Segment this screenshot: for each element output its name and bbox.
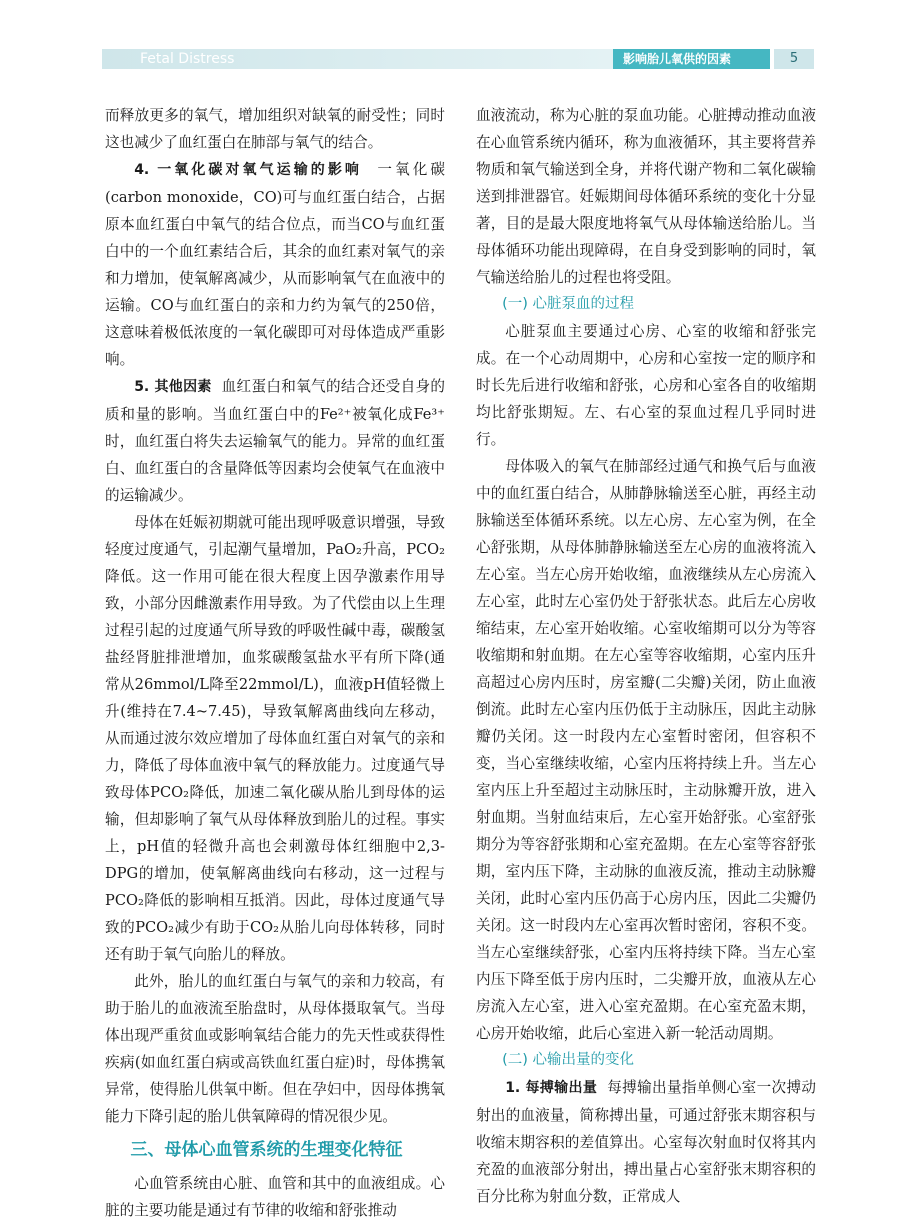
paragraph: 母体吸入的氧气在肺部经过通气和换气后与血液中的血红蛋白结合，从肺静脉输送至心脏，再经主动脉输送至体循环系统。以左心房、左心室为例，在全心舒张期，从母体肺静脉输送至左心房的血液将流入左心室。当左心房开始收缩，血液继续从左心房流入左心室，此时左心室仍处于舒张状态。此后左心房收缩结束，左心室开始收缩。心室收缩期可以分为等容收缩期和射血期。在左心室等容收缩期，心室内压升高超过心房内压时，房室瓣(二尖瓣)关闭，防止血液倒流。此时左心室内压仍低于主动脉压，因此主动脉瓣仍关闭。这一时段内左心室暂时密闭，但容积不变，当心室继续收缩，心室内压将持续上升。当左心室内压上升至超过主动脉压时，主动脉瓣开放，进入射血期。当射血结束后，左心室开始舒张。心室舒张期分为等容舒张期和心室充盈期。在左心室等容舒张期，室内压下降，主动脉的血液反流，推动主动脉瓣关闭，此时心室内压仍高于心房内压，因此二尖瓣仍关闭。这一时段内左心室再次暂时密闭，容积不变。当左心室继续舒张，心室内压将持续下降。当左心室内压下降至低于房内压时，二尖瓣开放，血液从左心房流入左心室，进入心室充盈期。在心室充盈末期，心房开始收缩，此后心室进入新一轮活动周期。 xyxy=(476,458,816,1042)
header-left-band xyxy=(102,49,613,69)
right-column xyxy=(476,102,816,1210)
item-heading: 4. 一氧化碳对氧气运输的影响 xyxy=(134,162,362,178)
section-title: 三、母体心血管系统的生理变化特征 xyxy=(130,1140,403,1160)
subsection-title: (二) 心输出量的变化 xyxy=(502,1052,635,1068)
paragraph xyxy=(476,1074,816,1210)
paragraph-text: 每搏输出量指单侧心室一次搏动射出的血液量，简称搏出量，可通过舒张末期容积与收缩末期容积的差值算出。心室每次射血时仅将其内充盈的血液部分射出，搏出量占心室舒张末期容积的百分比称为射血分数，正常成人 xyxy=(476,1079,816,1205)
paragraph: 母体在妊娠初期就可能出现呼吸意识增强，导致轻度过度通气，引起潮气量增加，PaO₂升高，PCO₂降低。这一作用可能在很大程度上因孕激素作用导致，小部分因雌激素作用导致。为了代偿由以上生理过程引起的过度通气所导致的呼吸性碱中毒，碳酸氢盐经肾脏排泄增加，血浆碳酸氢盐水平有所下降(通常从26mmol/L降至22mmol/L)，血液pH值轻微上升(维持在7.4~7.45)，导致氧解离曲线向左移动，从而通过波尔效应增加了母体血红蛋白对氧气的亲和力，降低了母体血液中氧气的释放能力。过度通气导致母体PCO₂降低，加速二氧化碳从胎儿到母体的运输，但却影响了氧气从母体释放到胎儿的过程。事实上，pH值的轻微升高也会刺激母体红细胞中2,3-DPG的增加，使氧解离曲线向右移动，这一过程与PCO₂降低的影响相互抵消。因此，母体过度通气导致的PCO₂减少有助于CO₂从胎儿向母体转移，同时还有助于氧气向胎儿的释放。 xyxy=(105,514,445,963)
header-chapter-band xyxy=(613,49,770,69)
subsection-title: (一) 心脏泵血的过程 xyxy=(502,296,635,312)
item-heading: 1. 每搏输出量 xyxy=(505,1080,598,1096)
paragraph-text: 血红蛋白和氧气的结合还受自身的质和量的影响。当血红蛋白中的Fe²⁺被氧化成Fe³⁺时，血红蛋白将失去运输氧气的能力。异常的血红蛋白、血红蛋白的含量降低等因素均会使氧气在血液中的运输减少。 xyxy=(105,378,445,504)
header-book-title: Fetal Distress xyxy=(140,51,235,67)
running-header xyxy=(102,49,814,69)
header-chapter-title: 影响胎儿氧供的因素 xyxy=(623,52,732,66)
paragraph: 而释放更多的氧气，增加组织对缺氧的耐受性；同时这也减少了血红蛋白在肺部与氧气的结合。 xyxy=(105,107,445,151)
paragraph-text: 一氧化碳(carbon monoxide，CO)可与血红蛋白结合，占据原本血红蛋白中氧气的结合位点，而当CO与血红蛋白中的一个血红素结合后，其余的血红素对氧气的亲和力增加，使氧解离减少，从而影响氧气在血液中的运输。CO与血红蛋白的亲和力约为氧气的250倍，这意味着极低浓度的一氧化碳即可对母体造成严重影响。 xyxy=(105,161,445,368)
paragraph: 心血管系统由心脏、血管和其中的血液组成。心脏的主要功能是通过有节律的收缩和舒张推动 xyxy=(105,1175,445,1219)
paragraph: 此外，胎儿的血红蛋白与氧气的亲和力较高，有助于胎儿的血液流至胎盘时，从母体摄取氧气。当母体出现严重贫血或影响氧结合能力的先天性或获得性疾病(如血红蛋白病或高铁血红蛋白症)时，母体携氧异常，使得胎儿供氧中断。但在孕妇中，因母体携氧能力下降引起的胎儿供氧障碍的情况很少见。 xyxy=(105,973,445,1125)
paragraph xyxy=(105,373,445,509)
page-number: 5 xyxy=(774,49,814,69)
paragraph: 心脏泵血主要通过心房、心室的收缩和舒张完成。在一个心动周期中，心房和心室按一定的顺序和时长先后进行收缩和舒张，心房和心室各自的收缩期均比舒张期短。左、右心室的泵血过程几乎同时进行。 xyxy=(476,323,816,448)
paragraph: 血液流动，称为心脏的泵血功能。心脏搏动推动血液在心血管系统内循环，称为血液循环，其主要将营养物质和氧气输送到全身，并将代谢产物和二氧化碳输送到排泄器官。妊娠期间母体循环系统的变化十分显著，目的是最大限度地将氧气从母体输送给胎儿。当母体循环功能出现障碍，在自身受到影响的同时，氧气输送给胎儿的过程也将受阻。 xyxy=(476,107,816,286)
paragraph xyxy=(105,156,445,373)
left-column xyxy=(105,102,445,1224)
item-heading: 5. 其他因素 xyxy=(134,379,212,395)
